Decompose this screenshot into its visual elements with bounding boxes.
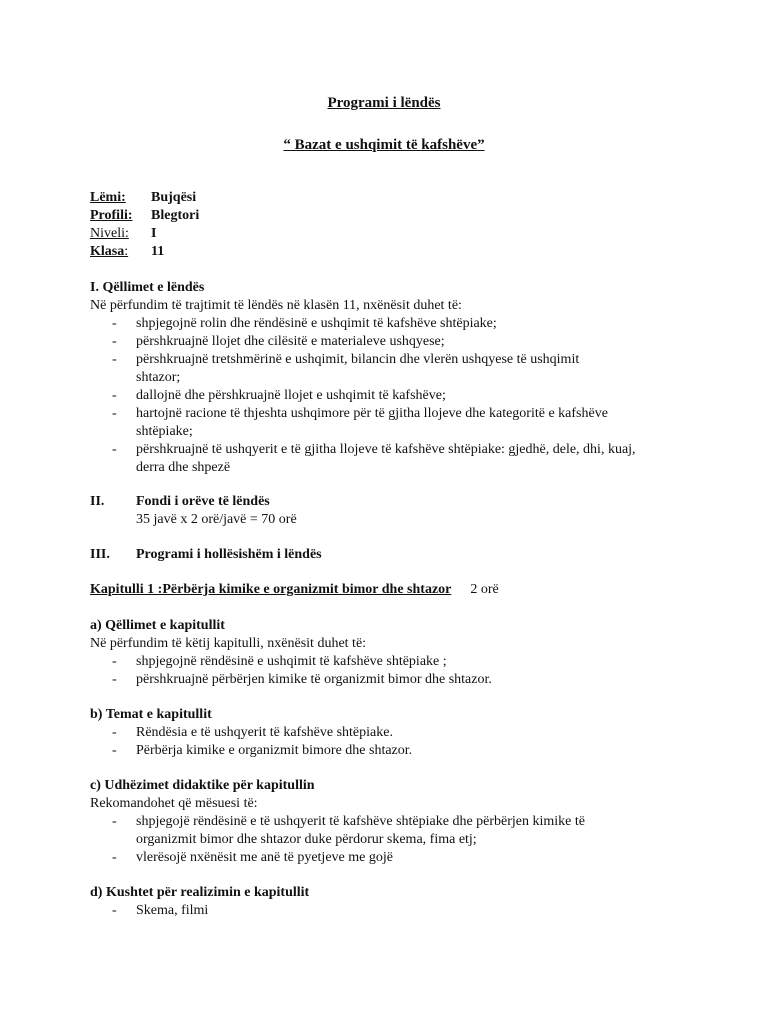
meta-separator: : [124,244,129,259]
meta-value: Blegtori [151,208,200,223]
section-heading: Fondi i orëve të lëndës [136,494,270,509]
meta-row-profile [90,207,199,225]
meta-row-level [90,225,199,243]
list-item: përshkruajnë tretshmërinë e ushqimit, bilancin dhe vlerën ushqyese të ushqimit [136,352,580,367]
meta-separator: : [125,226,129,241]
section-program [90,546,690,564]
list-item: përshkruajnë të ushqyerit e të gjitha llojeve të kafshëve shtëpiake: gjedhë, dele, dhi, kuaj, [136,442,636,457]
chapter-hours: 2 orë [470,582,499,597]
list-item: përshkruajnë përbërjen kimike të organizmit bimor dhe shtazor. [136,672,492,687]
list-item: shpjegojë rëndësinë e të ushqyerit të kafshëve shtëpiake dhe përbërjen kimike të [136,814,585,829]
list-item: Rëndësia e të ushqyerit të kafshëve shtëpiake. [136,725,393,740]
chapter-heading [90,581,690,599]
dash-bullet: - [112,654,117,669]
page-subtitle: “ Bazat e ushqimit të kafshëve” [283,137,485,153]
subsection-heading: c) Udhëzimet didaktike për kapitullin [90,778,315,793]
subsection-intro: Rekomandohet që mësuesi të: [90,796,258,811]
dash-bullet: - [112,442,117,457]
section-hours [90,493,690,529]
meta-label: Profili: [90,208,133,223]
meta-row-class [90,243,199,261]
section-number: III. [90,547,110,562]
section-heading: I. Qëllimet e lëndës [90,280,205,295]
dash-bullet: - [112,850,117,865]
dash-bullet: - [112,814,117,829]
meta-row-field [90,189,199,207]
meta-value: I [151,226,157,241]
hours-text: 35 javë x 2 orë/javë = 70 orë [136,512,297,527]
dash-bullet: - [112,903,117,918]
meta-label: Niveli [90,226,125,241]
list-item: Skema, filmi [136,903,209,918]
dash-bullet: - [112,406,117,421]
list-item: vlerësojë nxënësit me anë të pyetjeve me gojë [136,850,393,865]
list-item-continuation: shtëpiake; [136,424,193,439]
course-meta [90,189,199,261]
subsection-heading: a) Qëllimet e kapitullit [90,618,225,633]
dash-bullet: - [112,316,117,331]
dash-bullet: - [112,352,117,367]
chapter-title: Kapitulli 1 :Përbërja kimike e organizmit bimor dhe shtazor [90,582,452,597]
dash-bullet: - [112,672,117,687]
meta-label: Lëmi: [90,190,126,205]
section-objectives [90,279,690,477]
meta-value: 11 [151,244,165,259]
page-title: Programi i lëndës [327,95,441,111]
meta-label: Klasa [90,244,125,259]
dash-bullet: - [112,743,117,758]
list-item: përshkruajnë llojet dhe cilësitë e materialeve ushqyese; [136,334,445,349]
list-item: shpjegojnë rolin dhe rëndësinë e ushqimit të kafshëve shtëpiake; [136,316,497,331]
list-item-continuation: derra dhe shpezë [136,460,231,475]
section-heading: Programi i hollësishëm i lëndës [136,547,322,562]
list-item: Përbërja kimike e organizmit bimore dhe shtazor. [136,743,413,758]
list-item-continuation: shtazor; [136,370,181,385]
dash-bullet: - [112,725,117,740]
list-item: hartojnë racione të thjeshta ushqimore për të gjitha llojeve dhe kategoritë e kafshëve [136,406,608,421]
chapter-objectives [90,617,690,689]
subsection-heading: b) Temat e kapitullit [90,707,212,722]
list-item-continuation: organizmit bimor dhe shtazor duke përdorur skema, fima etj; [136,832,477,847]
dash-bullet: - [112,334,117,349]
list-item: shpjegojnë rëndësinë e ushqimit të kafshëve shtëpiake ; [136,654,447,669]
dash-bullet: - [112,388,117,403]
subsection-heading: d) Kushtet për realizimin e kapitullit [90,885,310,900]
chapter-conditions [90,884,690,920]
list-item: dallojnë dhe përshkruajnë llojet e ushqimit të kafshëve; [136,388,446,403]
chapter-didactic-guidelines [90,777,690,867]
meta-value: Bujqësi [151,190,197,205]
chapter-topics [90,706,690,760]
section-number: II. [90,494,105,509]
subsection-intro: Në përfundim të këtij kapitulli, nxënësit duhet të: [90,636,367,651]
section-intro: Në përfundim të trajtimit të lëndës në klasën 11, nxënësit duhet të: [90,298,462,313]
